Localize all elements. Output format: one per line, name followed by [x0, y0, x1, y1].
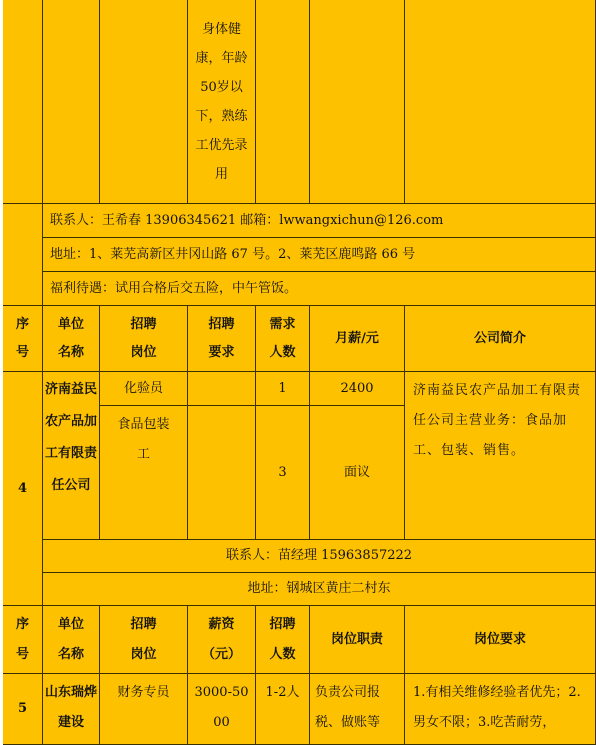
- headerb-requirement: 岗位要求: [405, 606, 596, 674]
- header-count: 需求人数: [256, 306, 310, 372]
- entry4-address: 地址：钢城区黄庄二村东: [43, 573, 596, 606]
- cell-salary-blank: [310, 0, 405, 204]
- entry4-company: 济南益民农产品加工有限责任公司: [43, 372, 100, 540]
- requirement-text: 身体健康，年龄50岁以下，熟练工优先录用: [195, 21, 248, 182]
- header-company: 单位名称: [43, 306, 100, 372]
- entry5-duty: 负责公司报税、做账等: [310, 674, 405, 745]
- contact-text: 联系人：王希春 13906345621 邮箱：lwwangxichun@126.com: [50, 212, 444, 228]
- address-row: [43, 238, 596, 272]
- headerb-index: 序号: [3, 606, 43, 674]
- entry4-index: 4: [3, 372, 43, 606]
- welfare-row: [43, 272, 596, 306]
- address-text: 地址：1、莱芜高新区井冈山路 67 号。2、莱芜区鹿鸣路 66 号: [50, 246, 416, 262]
- welfare-text: 福利待遇：试用合格后交五险，中午管饭。: [50, 280, 298, 296]
- entry4-contact: 联系人：苗经理 15963857222: [43, 540, 596, 573]
- headerb-duty: 岗位职责: [310, 606, 405, 674]
- entry5-position: 财务专员: [100, 674, 188, 745]
- header-index: 序号: [3, 306, 43, 372]
- entry4-row1-requirement: [188, 372, 256, 406]
- header-position: 招聘岗位: [100, 306, 188, 372]
- entry5-count: 1-2人: [256, 674, 310, 745]
- headerb-position: 招聘岗位: [100, 606, 188, 674]
- cell-index-span: [3, 204, 43, 306]
- entry4-row2-count: 3: [256, 406, 310, 540]
- contact-row: [43, 204, 596, 238]
- cell-count-blank: [256, 0, 310, 204]
- entry4-row1-count: 1: [256, 372, 310, 406]
- cell-position-blank: [100, 0, 188, 204]
- entry4-row1-salary: 2400: [310, 372, 405, 406]
- entry5-requirement: 1.有相关维修经验者优先；2.男女不限；3.吃苦耐劳，: [405, 674, 596, 745]
- header-salary: 月薪/元: [310, 306, 405, 372]
- entry4-row2-salary: 面议: [310, 406, 405, 540]
- entry4-intro: 济南益民农产品加工有限责任公司主营业务：食品加工、包装、销售。: [405, 372, 596, 540]
- cell-intro-blank: [405, 0, 596, 204]
- entry4-row2-position: 食品包装工: [100, 406, 188, 540]
- cell-index-blank: [3, 0, 43, 204]
- entry4-row1-position: 化验员: [100, 372, 188, 406]
- entry4-row2-requirement: [188, 406, 256, 540]
- cell-company-blank: [43, 0, 100, 204]
- headerb-company: 单位名称: [43, 606, 100, 674]
- entry5-salary: 3000-5000: [188, 674, 256, 745]
- headerb-count: 招聘人数: [256, 606, 310, 674]
- entry5-index: 5: [3, 674, 43, 745]
- cell-requirement: [188, 0, 256, 204]
- headerb-salary: 薪资（元）: [188, 606, 256, 674]
- header-requirement: 招聘要求: [188, 306, 256, 372]
- header-intro: 公司简介: [405, 306, 596, 372]
- entry5-company: 山东瑞烨建设: [43, 674, 100, 745]
